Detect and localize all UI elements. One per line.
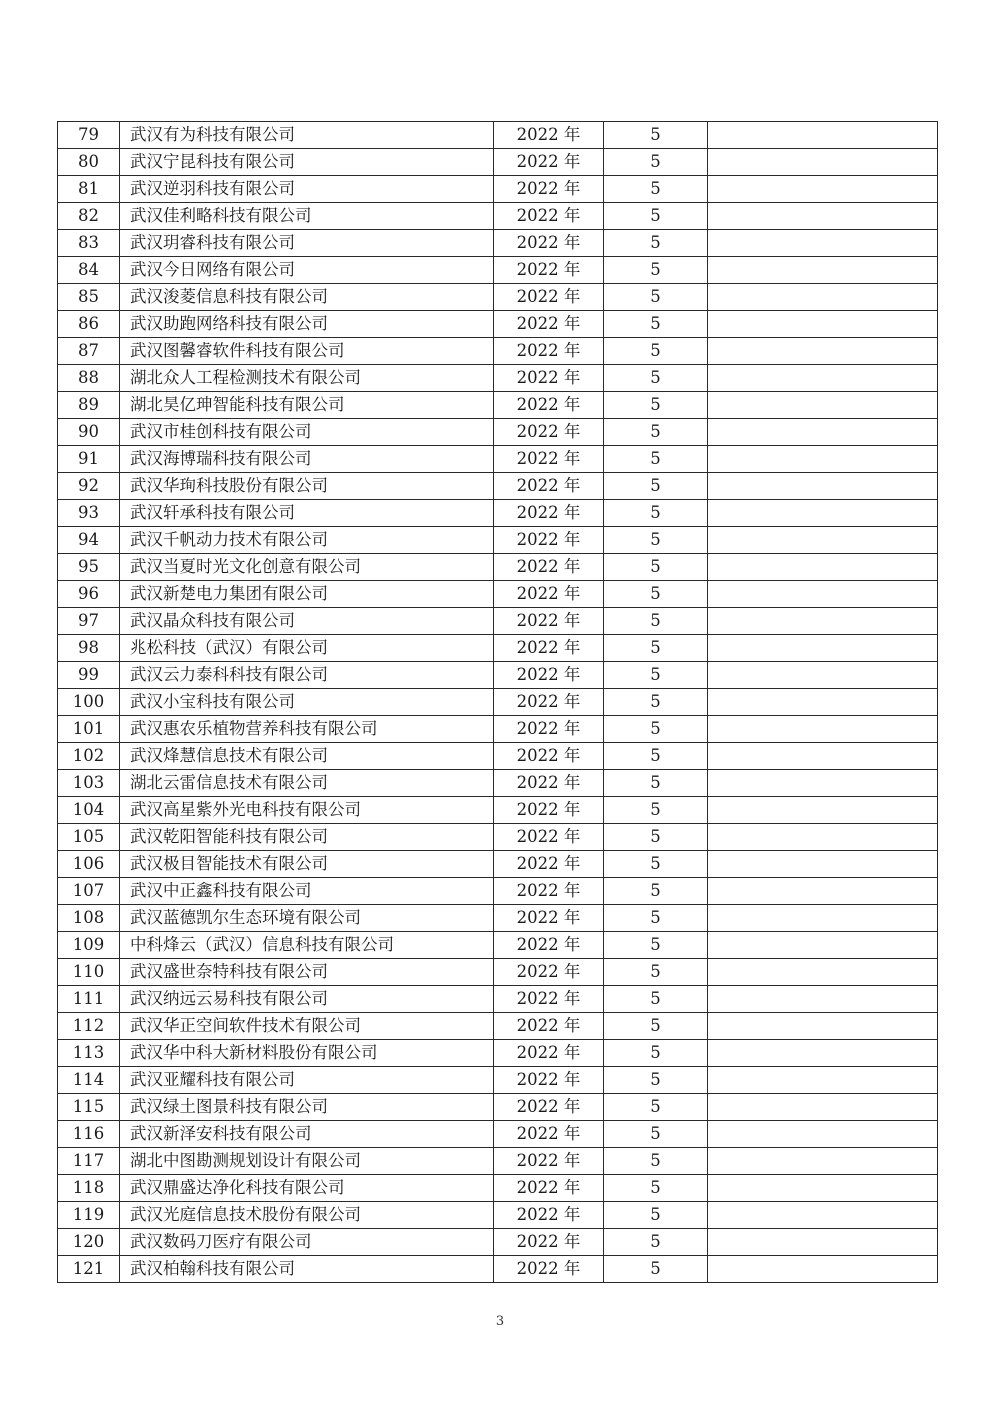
row-number-cell: 113 (58, 1040, 120, 1067)
table-row (58, 527, 938, 554)
company-name-cell: 武汉亚耀科技有限公司 (120, 1067, 494, 1094)
score-cell: 5 (604, 986, 708, 1013)
row-number-cell: 121 (58, 1256, 120, 1283)
row-number-cell: 98 (58, 635, 120, 662)
company-name-cell: 武汉浚菱信息科技有限公司 (120, 284, 494, 311)
note-cell (708, 527, 938, 554)
note-cell (708, 284, 938, 311)
score-cell: 5 (604, 419, 708, 446)
score-cell: 5 (604, 581, 708, 608)
score-cell: 5 (604, 257, 708, 284)
row-number-cell: 96 (58, 581, 120, 608)
table-row (58, 500, 938, 527)
table-row (58, 176, 938, 203)
score-cell: 5 (604, 527, 708, 554)
table-row (58, 446, 938, 473)
company-name-cell: 湖北中图勘测规划设计有限公司 (120, 1148, 494, 1175)
score-cell: 5 (604, 338, 708, 365)
year-cell: 2022 年 (494, 149, 604, 176)
note-cell (708, 986, 938, 1013)
table-row (58, 662, 938, 689)
row-number-cell: 80 (58, 149, 120, 176)
company-name-cell: 武汉图馨睿软件科技有限公司 (120, 338, 494, 365)
company-name-cell: 武汉华正空间软件技术有限公司 (120, 1013, 494, 1040)
score-cell: 5 (604, 770, 708, 797)
table-row (58, 1148, 938, 1175)
row-number-cell: 81 (58, 176, 120, 203)
score-cell: 5 (604, 1040, 708, 1067)
company-name-cell: 武汉光庭信息技术股份有限公司 (120, 1202, 494, 1229)
row-number-cell: 120 (58, 1229, 120, 1256)
year-cell: 2022 年 (494, 851, 604, 878)
company-name-cell: 武汉千帆动力技术有限公司 (120, 527, 494, 554)
table-row (58, 203, 938, 230)
company-name-cell: 武汉今日网络有限公司 (120, 257, 494, 284)
row-number-cell: 101 (58, 716, 120, 743)
score-cell: 5 (604, 851, 708, 878)
year-cell: 2022 年 (494, 284, 604, 311)
score-cell: 5 (604, 1229, 708, 1256)
note-cell (708, 1229, 938, 1256)
row-number-cell: 99 (58, 662, 120, 689)
table-row (58, 1067, 938, 1094)
note-cell (708, 149, 938, 176)
table-row (58, 986, 938, 1013)
row-number-cell: 86 (58, 311, 120, 338)
note-cell (708, 581, 938, 608)
score-cell: 5 (604, 122, 708, 149)
company-name-cell: 武汉新泽安科技有限公司 (120, 1121, 494, 1148)
score-cell: 5 (604, 743, 708, 770)
row-number-cell: 85 (58, 284, 120, 311)
table-row (58, 1175, 938, 1202)
note-cell (708, 446, 938, 473)
table-row (58, 122, 938, 149)
table-row (58, 1202, 938, 1229)
note-cell (708, 1040, 938, 1067)
year-cell: 2022 年 (494, 905, 604, 932)
table-row (58, 1094, 938, 1121)
year-cell: 2022 年 (494, 1175, 604, 1202)
table-row (58, 635, 938, 662)
year-cell: 2022 年 (494, 770, 604, 797)
year-cell: 2022 年 (494, 1067, 604, 1094)
score-cell: 5 (604, 1202, 708, 1229)
score-cell: 5 (604, 1013, 708, 1040)
company-name-cell: 武汉中正鑫科技有限公司 (120, 878, 494, 905)
row-number-cell: 117 (58, 1148, 120, 1175)
table-row (58, 419, 938, 446)
row-number-cell: 102 (58, 743, 120, 770)
note-cell (708, 689, 938, 716)
score-cell: 5 (604, 824, 708, 851)
score-cell: 5 (604, 203, 708, 230)
row-number-cell: 93 (58, 500, 120, 527)
note-cell (708, 905, 938, 932)
score-cell: 5 (604, 716, 708, 743)
table-row (58, 797, 938, 824)
company-name-cell: 武汉烽慧信息技术有限公司 (120, 743, 494, 770)
year-cell: 2022 年 (494, 716, 604, 743)
score-cell: 5 (604, 392, 708, 419)
table-row (58, 338, 938, 365)
note-cell (708, 338, 938, 365)
score-cell: 5 (604, 365, 708, 392)
table-row (58, 824, 938, 851)
year-cell: 2022 年 (494, 581, 604, 608)
company-name-cell: 武汉轩承科技有限公司 (120, 500, 494, 527)
company-name-cell: 武汉宁昆科技有限公司 (120, 149, 494, 176)
note-cell (708, 1067, 938, 1094)
year-cell: 2022 年 (494, 446, 604, 473)
note-cell (708, 1256, 938, 1283)
row-number-cell: 110 (58, 959, 120, 986)
row-number-cell: 111 (58, 986, 120, 1013)
row-number-cell: 90 (58, 419, 120, 446)
year-cell: 2022 年 (494, 338, 604, 365)
year-cell: 2022 年 (494, 554, 604, 581)
row-number-cell: 97 (58, 608, 120, 635)
year-cell: 2022 年 (494, 797, 604, 824)
row-number-cell: 87 (58, 338, 120, 365)
score-cell: 5 (604, 554, 708, 581)
score-cell: 5 (604, 608, 708, 635)
score-cell: 5 (604, 311, 708, 338)
note-cell (708, 1148, 938, 1175)
score-cell: 5 (604, 230, 708, 257)
company-name-cell: 武汉蓝德凯尔生态环境有限公司 (120, 905, 494, 932)
row-number-cell: 119 (58, 1202, 120, 1229)
year-cell: 2022 年 (494, 635, 604, 662)
company-name-cell: 武汉华中科大新材料股份有限公司 (120, 1040, 494, 1067)
row-number-cell: 84 (58, 257, 120, 284)
table-row (58, 149, 938, 176)
note-cell (708, 176, 938, 203)
table-row (58, 851, 938, 878)
year-cell: 2022 年 (494, 878, 604, 905)
row-number-cell: 91 (58, 446, 120, 473)
table-row (58, 1229, 938, 1256)
year-cell: 2022 年 (494, 122, 604, 149)
table-row (58, 554, 938, 581)
row-number-cell: 88 (58, 365, 120, 392)
note-cell (708, 1094, 938, 1121)
row-number-cell: 118 (58, 1175, 120, 1202)
row-number-cell: 109 (58, 932, 120, 959)
company-name-cell: 武汉极目智能技术有限公司 (120, 851, 494, 878)
company-name-cell: 湖北昊亿珅智能科技有限公司 (120, 392, 494, 419)
note-cell (708, 1013, 938, 1040)
row-number-cell: 103 (58, 770, 120, 797)
score-cell: 5 (604, 473, 708, 500)
year-cell: 2022 年 (494, 689, 604, 716)
note-cell (708, 770, 938, 797)
row-number-cell: 82 (58, 203, 120, 230)
table-row (58, 1013, 938, 1040)
row-number-cell: 114 (58, 1067, 120, 1094)
score-cell: 5 (604, 905, 708, 932)
note-cell (708, 365, 938, 392)
year-cell: 2022 年 (494, 1256, 604, 1283)
year-cell: 2022 年 (494, 1148, 604, 1175)
year-cell: 2022 年 (494, 986, 604, 1013)
year-cell: 2022 年 (494, 311, 604, 338)
note-cell (708, 878, 938, 905)
company-name-cell: 武汉数码刀医疗有限公司 (120, 1229, 494, 1256)
note-cell (708, 1175, 938, 1202)
note-cell (708, 419, 938, 446)
company-name-cell: 武汉乾阳智能科技有限公司 (120, 824, 494, 851)
table-row (58, 581, 938, 608)
table-row (58, 932, 938, 959)
table-row (58, 878, 938, 905)
company-name-cell: 武汉当夏时光文化创意有限公司 (120, 554, 494, 581)
score-cell: 5 (604, 662, 708, 689)
year-cell: 2022 年 (494, 824, 604, 851)
table-row (58, 392, 938, 419)
table-row (58, 1040, 938, 1067)
company-table (57, 121, 938, 1283)
company-name-cell: 武汉云力泰科科技有限公司 (120, 662, 494, 689)
score-cell: 5 (604, 797, 708, 824)
company-name-cell: 武汉新楚电力集团有限公司 (120, 581, 494, 608)
note-cell (708, 1202, 938, 1229)
year-cell: 2022 年 (494, 176, 604, 203)
note-cell (708, 851, 938, 878)
note-cell (708, 500, 938, 527)
year-cell: 2022 年 (494, 365, 604, 392)
row-number-cell: 116 (58, 1121, 120, 1148)
row-number-cell: 106 (58, 851, 120, 878)
note-cell (708, 743, 938, 770)
table-row (58, 905, 938, 932)
table-row (58, 257, 938, 284)
year-cell: 2022 年 (494, 743, 604, 770)
score-cell: 5 (604, 1256, 708, 1283)
year-cell: 2022 年 (494, 257, 604, 284)
year-cell: 2022 年 (494, 1094, 604, 1121)
company-name-cell: 武汉有为科技有限公司 (120, 122, 494, 149)
note-cell (708, 608, 938, 635)
score-cell: 5 (604, 500, 708, 527)
row-number-cell: 92 (58, 473, 120, 500)
score-cell: 5 (604, 1121, 708, 1148)
table-row (58, 311, 938, 338)
table-row (58, 743, 938, 770)
table-row (58, 1121, 938, 1148)
note-cell (708, 1121, 938, 1148)
note-cell (708, 122, 938, 149)
table-row (58, 230, 938, 257)
row-number-cell: 107 (58, 878, 120, 905)
score-cell: 5 (604, 1067, 708, 1094)
row-number-cell: 105 (58, 824, 120, 851)
row-number-cell: 95 (58, 554, 120, 581)
year-cell: 2022 年 (494, 662, 604, 689)
company-name-cell: 湖北云雷信息技术有限公司 (120, 770, 494, 797)
score-cell: 5 (604, 1175, 708, 1202)
company-name-cell: 武汉市桂创科技有限公司 (120, 419, 494, 446)
company-name-cell: 武汉柏翰科技有限公司 (120, 1256, 494, 1283)
year-cell: 2022 年 (494, 1229, 604, 1256)
table-row (58, 473, 938, 500)
year-cell: 2022 年 (494, 500, 604, 527)
note-cell (708, 716, 938, 743)
year-cell: 2022 年 (494, 1121, 604, 1148)
company-name-cell: 武汉绿土图景科技有限公司 (120, 1094, 494, 1121)
row-number-cell: 108 (58, 905, 120, 932)
score-cell: 5 (604, 1148, 708, 1175)
row-number-cell: 104 (58, 797, 120, 824)
table-row (58, 716, 938, 743)
row-number-cell: 100 (58, 689, 120, 716)
company-name-cell: 武汉鼎盛达净化科技有限公司 (120, 1175, 494, 1202)
year-cell: 2022 年 (494, 1202, 604, 1229)
row-number-cell: 89 (58, 392, 120, 419)
year-cell: 2022 年 (494, 419, 604, 446)
year-cell: 2022 年 (494, 230, 604, 257)
company-name-cell: 中科烽云（武汉）信息科技有限公司 (120, 932, 494, 959)
table-row (58, 770, 938, 797)
page-number: 3 (495, 1314, 505, 1329)
year-cell: 2022 年 (494, 959, 604, 986)
row-number-cell: 79 (58, 122, 120, 149)
year-cell: 2022 年 (494, 932, 604, 959)
score-cell: 5 (604, 959, 708, 986)
score-cell: 5 (604, 284, 708, 311)
table-row (58, 1256, 938, 1283)
company-name-cell: 武汉晶众科技有限公司 (120, 608, 494, 635)
company-name-cell: 武汉小宝科技有限公司 (120, 689, 494, 716)
company-name-cell: 武汉惠农乐植物营养科技有限公司 (120, 716, 494, 743)
score-cell: 5 (604, 446, 708, 473)
company-name-cell: 湖北众人工程检测技术有限公司 (120, 365, 494, 392)
score-cell: 5 (604, 149, 708, 176)
year-cell: 2022 年 (494, 473, 604, 500)
company-name-cell: 兆松科技（武汉）有限公司 (120, 635, 494, 662)
company-name-cell: 武汉逆羽科技有限公司 (120, 176, 494, 203)
note-cell (708, 554, 938, 581)
company-name-cell: 武汉盛世奈特科技有限公司 (120, 959, 494, 986)
table-row (58, 608, 938, 635)
year-cell: 2022 年 (494, 1013, 604, 1040)
note-cell (708, 797, 938, 824)
year-cell: 2022 年 (494, 527, 604, 554)
company-name-cell: 武汉佳利略科技有限公司 (120, 203, 494, 230)
note-cell (708, 824, 938, 851)
year-cell: 2022 年 (494, 392, 604, 419)
note-cell (708, 959, 938, 986)
table-row (58, 689, 938, 716)
score-cell: 5 (604, 176, 708, 203)
company-name-cell: 武汉华珣科技股份有限公司 (120, 473, 494, 500)
company-name-cell: 武汉玥睿科技有限公司 (120, 230, 494, 257)
table-row (58, 959, 938, 986)
score-cell: 5 (604, 932, 708, 959)
company-name-cell: 武汉高星紫外光电科技有限公司 (120, 797, 494, 824)
year-cell: 2022 年 (494, 608, 604, 635)
note-cell (708, 635, 938, 662)
note-cell (708, 392, 938, 419)
year-cell: 2022 年 (494, 1040, 604, 1067)
year-cell: 2022 年 (494, 203, 604, 230)
row-number-cell: 94 (58, 527, 120, 554)
company-name-cell: 武汉纳远云易科技有限公司 (120, 986, 494, 1013)
note-cell (708, 257, 938, 284)
note-cell (708, 932, 938, 959)
note-cell (708, 662, 938, 689)
note-cell (708, 230, 938, 257)
table-row (58, 365, 938, 392)
note-cell (708, 311, 938, 338)
row-number-cell: 115 (58, 1094, 120, 1121)
company-name-cell: 武汉海博瑞科技有限公司 (120, 446, 494, 473)
table-body (58, 122, 938, 1283)
score-cell: 5 (604, 878, 708, 905)
score-cell: 5 (604, 1094, 708, 1121)
row-number-cell: 83 (58, 230, 120, 257)
note-cell (708, 473, 938, 500)
table-row (58, 284, 938, 311)
score-cell: 5 (604, 635, 708, 662)
row-number-cell: 112 (58, 1013, 120, 1040)
score-cell: 5 (604, 689, 708, 716)
company-name-cell: 武汉助跑网络科技有限公司 (120, 311, 494, 338)
note-cell (708, 203, 938, 230)
